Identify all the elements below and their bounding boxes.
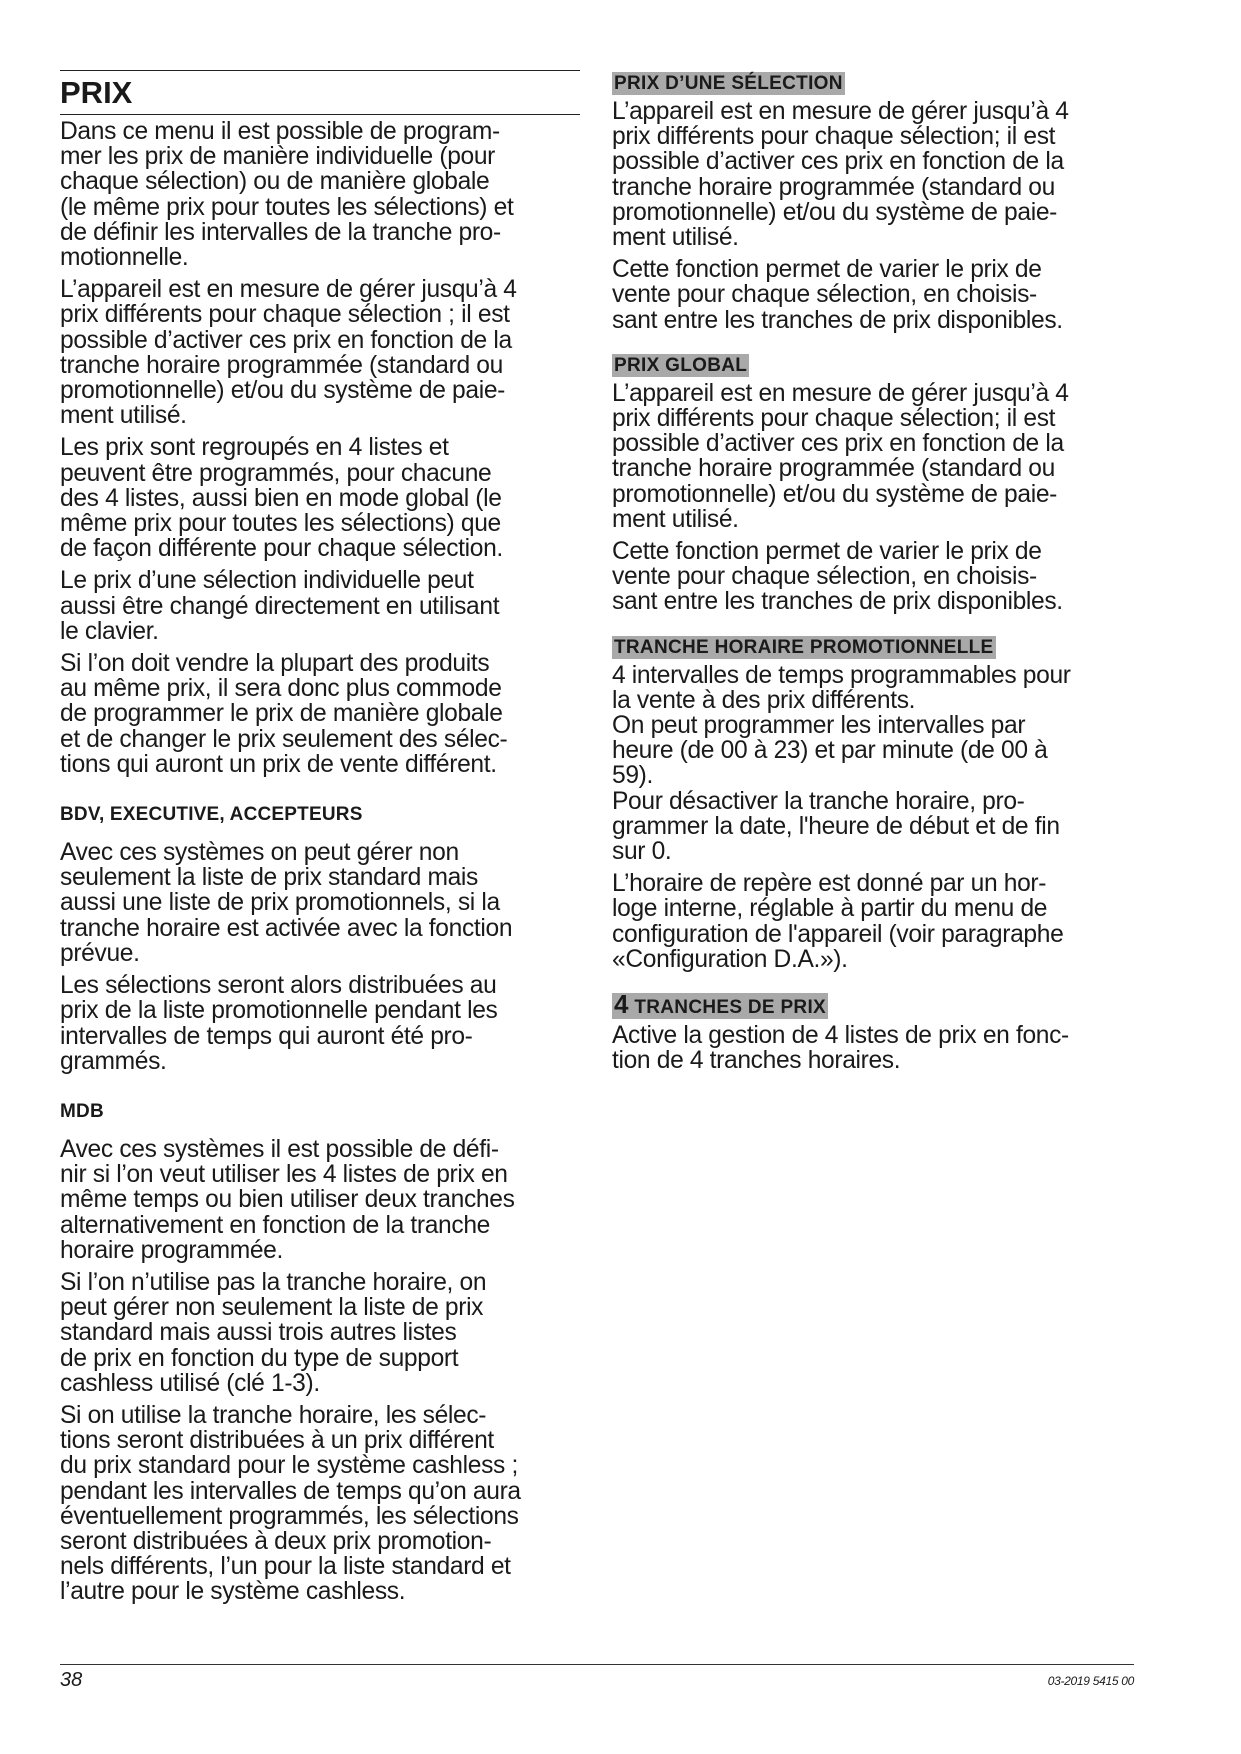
section-prix-global xyxy=(612,354,1137,615)
tranche-promo-paragraph-1: 4 intervalles de temps programmables pour la vente à des prix différents. On peut programmer les intervalles par heure (de 00 à 23) et par minute (de 00 à 59). Pour désactiver la tranche horaire, pro- grammer la date, l'heure de début et de fin sur 0. xyxy=(612,661,1071,866)
intro-paragraph-3: Les prix sont regroupés en 4 listes et peuvent être programmés, pour chacune des 4 listes, aussi bien en mode global (le même prix pour toutes les sélections) que de façon différente pour chaque sélection. xyxy=(60,434,503,563)
mdb-paragraph-3: Si on utilise la tranche horaire, les sélec- tions seront distribuées à un prix différent du prix standard pour le système cashless ; pendant les intervalles de temps qu’on aura éventuellement programmés, les sélections seront distribuées à deux prix promotion- nels différents, l’un pour la liste standard et l’autre pour le système cashless. xyxy=(60,1401,521,1606)
section-tranche-promo xyxy=(612,636,1137,972)
prix-selection-paragraph-2: Cette fonction permet de varier le prix de vente pour chaque sélection, en choisis- sant entre les tranches de prix disponibles. xyxy=(612,256,1063,334)
bdv-heading: BDV, EXECUTIVE, ACCEPTEURS xyxy=(60,804,363,826)
quatre-tranches-heading-text: TRANCHES DE PRIX xyxy=(628,997,826,1019)
page-number: 38 xyxy=(60,1669,83,1691)
prix-global-heading: PRIX GLOBAL xyxy=(614,354,748,376)
quatre-tranches-heading xyxy=(612,989,828,1020)
mdb-paragraph-2: Si l’on n’utilise pas la tranche horaire, on peut gérer non seulement la liste de prix standard mais aussi trois autres listes de prix en fonction du type de support cashless utilisé (clé 1-3). xyxy=(60,1268,487,1397)
mdb-heading: MDB xyxy=(60,1100,104,1122)
intro-paragraph-2: L’appareil est en mesure de gérer jusqu’à 4 prix différents pour chaque sélection ; il est possible d’activer ces prix en fonction de la tranche horaire programmée (standard ou promotionnelle) et/ou du système de paie- ment utilisé. xyxy=(60,276,517,430)
intro-paragraph-4: Le prix d’une sélection individuelle peut aussi être changé directement en utilisant le clavier. xyxy=(60,567,500,645)
bdv-paragraph-1: Avec ces systèmes on peut gérer non seulement la liste de prix standard mais aussi une liste de prix promotionnels, si la tranche horaire est activée avec la fonction prévue. xyxy=(60,839,513,967)
prix-selection-paragraph-1: L’appareil est en mesure de gérer jusqu’à 4 prix différents pour chaque sélection; il est possible d’activer ces prix en fonction de la tranche horaire programmée (standard ou promotionnelle) et/ou du système de paie- ment utilisé. xyxy=(612,98,1069,252)
left-column xyxy=(60,70,580,1612)
right-column xyxy=(612,72,1137,1081)
intro-paragraph-1: Dans ce menu il est possible de program- mer les prix de manière individuelle (pour chaque sélection) ou de manière globale (le même prix pour toutes les sélections) et de définir les intervalles de la tranche pro- motionnelle. xyxy=(60,118,514,272)
page-title: PRIX xyxy=(60,71,580,115)
tranche-promo-heading: TRANCHE HORAIRE PROMOTIONNELLE xyxy=(614,636,994,658)
prix-selection-heading: PRIX D’UNE SÉLECTION xyxy=(614,73,843,94)
footer-rule xyxy=(60,1664,1134,1665)
quatre-tranches-paragraph-1: Active la gestion de 4 listes de prix en fonc- tion de 4 tranches horaires. xyxy=(612,1022,1069,1075)
prix-global-paragraph-1: L’appareil est en mesure de gérer jusqu’à 4 prix différents pour chaque sélection; il est possible d’activer ces prix en fonction de la tranche horaire programmée (standard ou promotionnelle) et/ou du système de paie- ment utilisé. xyxy=(612,379,1069,533)
tranche-promo-paragraph-2: L’horaire de repère est donné par un hor- loge interne, réglable à partir du menu de configuration de l'appareil (voir paragraphe «Configuration D.A.»). xyxy=(612,870,1064,973)
section-prix-selection xyxy=(612,72,1137,333)
prix-global-paragraph-2: Cette fonction permet de varier le prix de vente pour chaque sélection, en choisis- sant entre les tranches de prix disponibles. xyxy=(612,538,1063,616)
mdb-paragraph-1: Avec ces systèmes il est possible de défi- nir si l’on veut utiliser les 4 listes de prix en même temps ou bien utiliser deux tranches alternativement en fonction de la tranche horaire programmée. xyxy=(60,1135,515,1264)
bdv-paragraph-2: Les sélections seront alors distribuées au prix de la liste promotionnelle pendant les intervalles de temps qui auront été pro- grammés. xyxy=(60,972,498,1075)
section-quatre-tranches xyxy=(612,989,1137,1075)
document-code: 03-2019 5415 00 xyxy=(1047,1674,1134,1688)
intro-paragraph-5: Si l’on doit vendre la plupart des produits au même prix, il sera donc plus commode de programmer le prix de manière globale et de changer le prix seulement des sélec- tions qui auront un prix de vente différent. xyxy=(60,650,508,778)
quatre-tranches-heading-number: 4 xyxy=(614,989,629,1020)
